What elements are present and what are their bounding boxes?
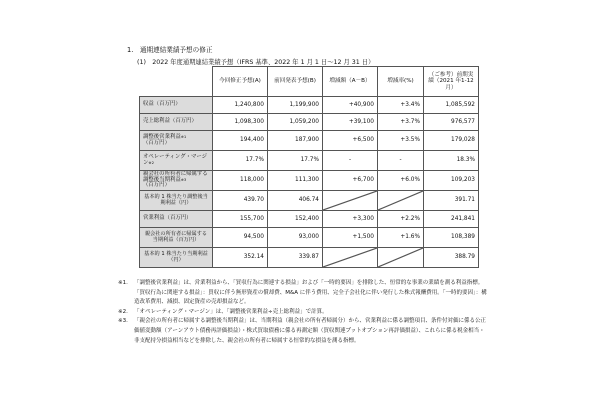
cell-value: 406.74 [268, 191, 323, 211]
cell-value: - [378, 151, 424, 171]
table-row [140, 228, 479, 248]
cell-not-applicable [323, 248, 378, 268]
diagonal-slash [323, 248, 377, 267]
table-row [140, 151, 479, 171]
section-heading: 1. 通期連結業績予想の修正 [127, 46, 213, 54]
cell-value: 152,400 [268, 211, 323, 228]
row-label-unit: （百万円） [143, 139, 170, 146]
col-header-change-amount: 増減額（A－B） [323, 67, 378, 97]
cell-value: +6,500 [323, 131, 378, 151]
cell-value: 17.7% [268, 151, 323, 171]
cell-value: +3.5% [378, 131, 424, 151]
cell-value: 179,028 [424, 131, 479, 151]
cell-not-applicable [323, 191, 378, 211]
footnote-ref: ※1 [180, 133, 187, 139]
table-row [140, 97, 479, 114]
cell-value: 108,389 [424, 228, 479, 248]
cell-value: 1,098,300 [213, 114, 268, 131]
row-label: 基本的 1 株当たり当期利益（円） [140, 248, 213, 268]
cell-value: +3,300 [323, 211, 378, 228]
footnote [118, 308, 490, 318]
cell-value: 1,085,592 [424, 97, 479, 114]
cell-value: 352.14 [213, 248, 268, 268]
cell-value: 194,400 [213, 131, 268, 151]
footnote-text: 「親会社の所有者に帰属する調整後当期利益」は、当期利益（親会社の所有者帰属分）から、営業利益に係る調整項目、条件付対価に係る公正価値変動額（アーンアウト債務再評価損益）・株式買取債務に係る再測定額（買収関連プットオプション再評価損益）、これらに係る税金相当・非支配持分損益相当などを排除した、親会社の所有者に帰属する恒常的な損益を測る指標。 [134, 318, 487, 344]
cell-value: 439.70 [213, 191, 268, 211]
col-header-current: 今回修正予想(A) [213, 67, 268, 97]
cell-value: 18.3% [424, 151, 479, 171]
table-row [140, 248, 479, 268]
footnote-text: 「調整後営業利益」は、営業利益から、「買収行為に関連する損益」および「一時的要因」を排除した、恒常的な事業の業績を測る利益指標。「買収行為に関連する損益」：買収に伴う無形資産の償却費、M&A に伴う費用、完全子会社化に伴い発行した株式報酬費用。「一時的要因」：構造改革費用、減損、固定資産の売却損益など。 [134, 280, 487, 306]
row-label-unit: （百万円） [143, 182, 170, 189]
cell-value: 94,500 [213, 228, 268, 248]
row-label: 営業利益（百万円） [140, 211, 213, 228]
cell-value: 118,000 [213, 171, 268, 191]
row-label [140, 151, 213, 171]
diagonal-slash [378, 248, 423, 267]
cell-value: +3.4% [378, 97, 424, 114]
header-corner [140, 67, 213, 97]
row-label [140, 131, 213, 151]
footnote-ref: ※3 [180, 176, 187, 182]
cell-value: +6.0% [378, 171, 424, 191]
cell-value: 1,059,200 [268, 114, 323, 131]
table-row [140, 211, 479, 228]
col-header-previous: 前回発表予想(B) [268, 67, 323, 97]
table-row [140, 191, 479, 211]
cell-not-applicable [378, 191, 424, 211]
diagonal-slash [323, 191, 377, 210]
cell-not-applicable [378, 248, 424, 268]
cell-value: +1,500 [323, 228, 378, 248]
footnote-mark: ※2. [118, 308, 128, 315]
cell-value: 1,199,900 [268, 97, 323, 114]
row-label-text: 調整後営業利益 [143, 133, 181, 140]
cell-value: 391.71 [424, 191, 479, 211]
cell-value: 241,841 [424, 211, 479, 228]
footnote [118, 317, 490, 346]
cell-value: 93,000 [268, 228, 323, 248]
col-header-change-rate: 増減率(%) [378, 67, 424, 97]
footnotes [118, 279, 490, 346]
footnote-mark: ※3. [118, 318, 128, 325]
row-label: 親会社の所有者に帰属する当期利益（百万円） [140, 228, 213, 248]
cell-value: +1.6% [378, 228, 424, 248]
table-row [140, 171, 479, 191]
table-row [140, 131, 479, 151]
footnote-ref: ※2 [148, 159, 155, 165]
cell-value: 1,240,800 [213, 97, 268, 114]
col-header-prior-year: （ご参考）前期実績（2021 年1-12 月） [424, 67, 479, 97]
row-label: 基本的 1 株当たり調整後当期利益（円） [140, 191, 213, 211]
cell-value: +6,700 [323, 171, 378, 191]
row-label [140, 171, 213, 191]
cell-value: 155,700 [213, 211, 268, 228]
row-label-text: 親会社の所有者に帰属する調整後当期利益 [143, 170, 208, 183]
cell-value: 976,577 [424, 114, 479, 131]
cell-value: - [323, 151, 378, 171]
row-label-text: オペレーティング・マージン [143, 153, 208, 166]
cell-value: 187,900 [268, 131, 323, 151]
cell-value: +2.2% [378, 211, 424, 228]
row-label: 売上総利益（百万円） [140, 114, 213, 131]
cell-value: 109,203 [424, 171, 479, 191]
footnote-mark: ※1. [118, 280, 128, 286]
cell-value: 111,300 [268, 171, 323, 191]
cell-value: 388.79 [424, 248, 479, 268]
footnote-text: 「オペレーティング・マージン」は、「調整後営業利益÷売上総利益」で計算。 [134, 308, 328, 315]
table-subheading: (1) 2022 年度通期連結業績予想（IFRS 基準、2022 年 1 月 1 日～12 月 31 日） [137, 59, 375, 66]
footnote [118, 279, 490, 308]
row-label: 収益（百万円） [140, 97, 213, 114]
cell-value: 339.87 [268, 248, 323, 268]
cell-value: +3.7% [378, 114, 424, 131]
cell-value: 17.7% [213, 151, 268, 171]
cell-value: +40,900 [323, 97, 378, 114]
forecast-table [139, 66, 479, 268]
table-header-row [140, 67, 479, 97]
diagonal-slash [378, 191, 423, 210]
table-row [140, 114, 479, 131]
cell-value: +39,100 [323, 114, 378, 131]
